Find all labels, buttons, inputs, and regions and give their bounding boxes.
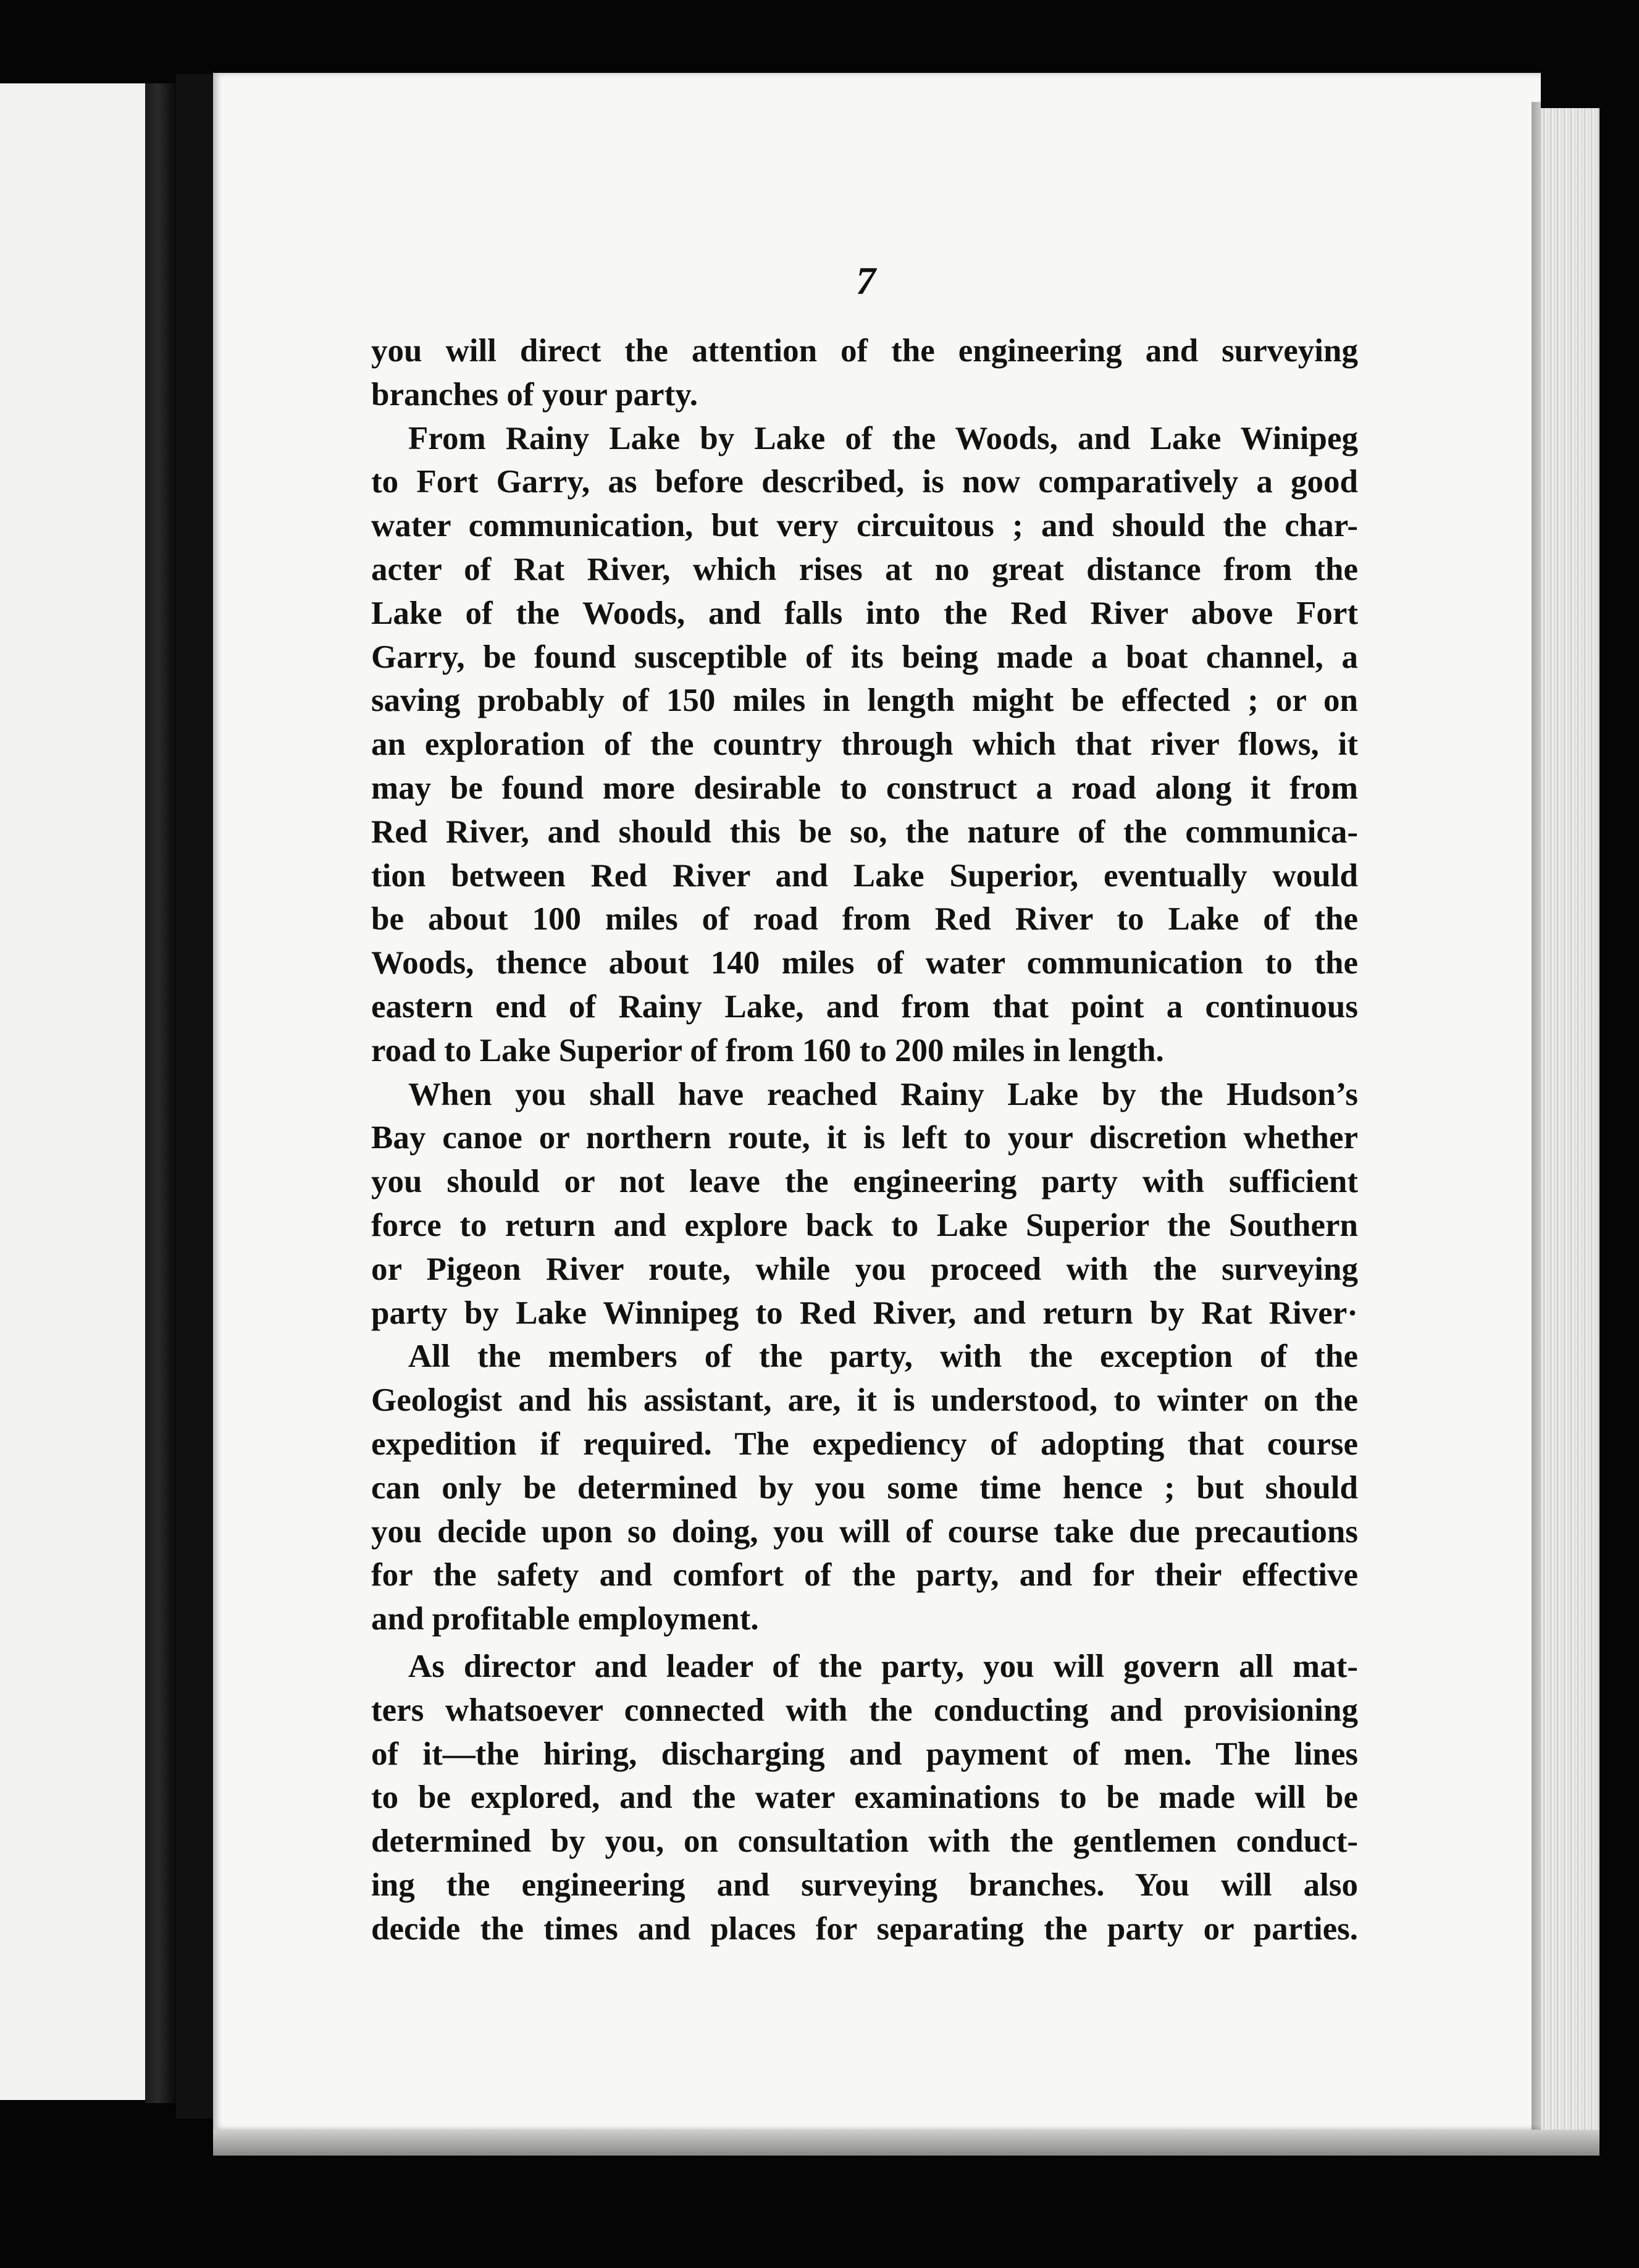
text-line: road to Lake Superior of from 160 to 200 miles in length. bbox=[371, 1032, 1164, 1069]
text-line: be about 100 miles of road from Red River to Lake of the bbox=[371, 901, 1358, 938]
text-line: Geologist and his assistant, are, it is understood, to winter on the bbox=[371, 1382, 1358, 1419]
facing-page-shadow bbox=[145, 83, 176, 2103]
text-line: tion between Red River and Lake Superior, eventually would bbox=[371, 857, 1358, 894]
text-line: decide the times and places for separating the party or parties. bbox=[371, 1910, 1358, 1947]
stacked-page-edges bbox=[1541, 108, 1599, 2156]
text-line: expedition if required. The expediency of adopting that course bbox=[371, 1426, 1358, 1462]
text-line: Woods, thence about 140 miles of water communication to the bbox=[371, 945, 1358, 981]
text-line: saving probably of 150 miles in length might be effected ; or on bbox=[371, 682, 1358, 719]
text-line: Bay canoe or northern route, it is left to your discretion whether bbox=[371, 1120, 1358, 1156]
page-bottom-shadow bbox=[213, 2130, 1599, 2156]
text-line: to Fort Garry, as before described, is now comparatively a good bbox=[371, 464, 1358, 500]
text-line: to be explored, and the water examinations to be made will be bbox=[371, 1779, 1358, 1816]
text-line: party by Lake Winnipeg to Red River, and return by Rat River· bbox=[371, 1295, 1358, 1331]
facing-page-edge bbox=[0, 83, 145, 2100]
text-line: branches of your party. bbox=[371, 376, 698, 413]
text-line: of it—the hiring, discharging and payment of men. The lines bbox=[371, 1736, 1358, 1772]
text-line: determined by you, on consultation with the gentlemen conduct- bbox=[371, 1823, 1358, 1860]
text-line: may be found more desirable to construct a road along it from bbox=[371, 770, 1358, 806]
text-line: and profitable employment. bbox=[371, 1601, 759, 1637]
text-line: you decide upon so doing, you will of course take due precautions bbox=[371, 1513, 1358, 1550]
text-line: you will direct the attention of the engineering and surveying bbox=[371, 333, 1358, 369]
text-line: you should or not leave the engineering party with sufficient bbox=[371, 1164, 1358, 1200]
text-line: force to return and explore back to Lake Superior the Southern bbox=[371, 1207, 1358, 1243]
text-line: acter of Rat River, which rises at no great distance from the bbox=[371, 551, 1358, 587]
book-gutter bbox=[176, 74, 213, 2119]
text-line: eastern end of Rainy Lake, and from that point a continuous bbox=[371, 988, 1358, 1025]
text-line: an exploration of the country through which that river flows, it bbox=[371, 726, 1358, 763]
text-line: Garry, be found susceptible of its being made a boat channel, a bbox=[371, 639, 1358, 675]
text-line: can only be determined by you some time hence ; but should bbox=[371, 1469, 1358, 1506]
text-line: All the members of the party, with the exception of the bbox=[408, 1338, 1358, 1375]
text-line: water communication, but very circuitous ; and should the char- bbox=[371, 508, 1358, 544]
page-number: 7 bbox=[856, 259, 876, 303]
text-line: ters whatsoever connected with the conducting and provisioning bbox=[371, 1692, 1358, 1728]
text-line: or Pigeon River route, while you proceed with the surveying bbox=[371, 1251, 1358, 1287]
text-line: for the safety and comfort of the party, and for their effective bbox=[371, 1557, 1358, 1594]
text-line: Lake of the Woods, and falls into the Red River above Fort bbox=[371, 595, 1358, 631]
text-line: When you shall have reached Rainy Lake by the Hudson’s bbox=[408, 1076, 1358, 1112]
text-line: As director and leader of the party, you will govern all mat- bbox=[408, 1648, 1358, 1684]
text-line: From Rainy Lake by Lake of the Woods, and Lake Winipeg bbox=[408, 420, 1358, 456]
body-text bbox=[371, 329, 1358, 1951]
text-line: Red River, and should this be so, the nature of the communica- bbox=[371, 813, 1358, 850]
text-line: ing the engineering and surveying branches. You will also bbox=[371, 1867, 1358, 1903]
